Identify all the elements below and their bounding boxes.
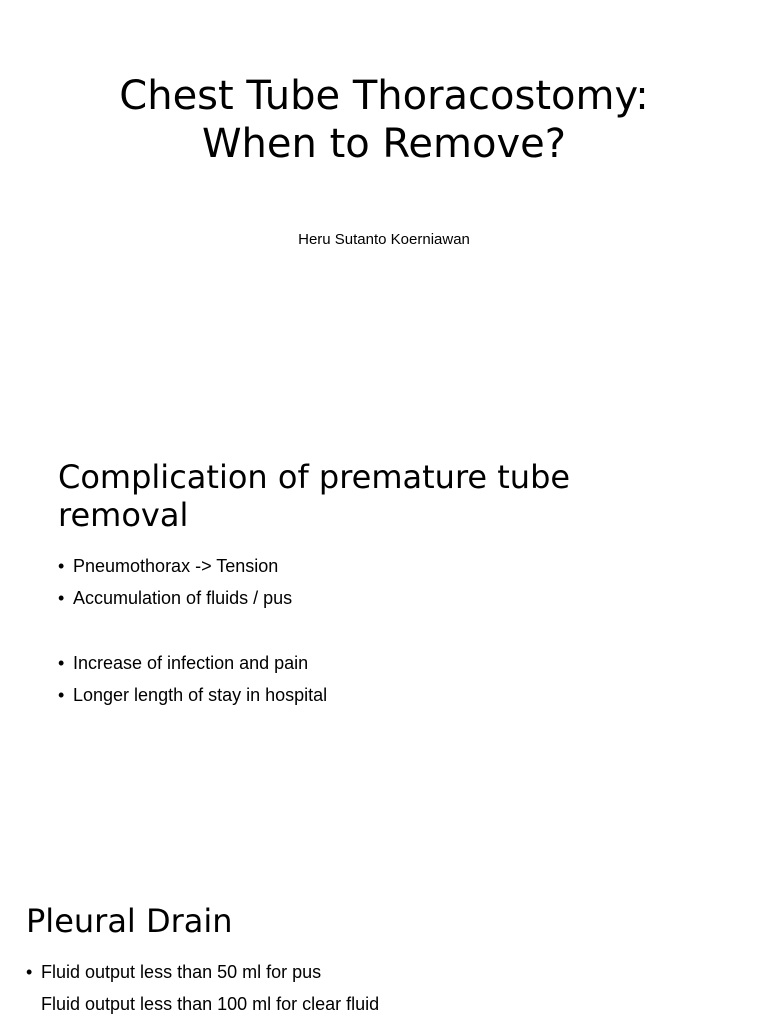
bullet-item [58, 679, 698, 711]
bullet-icon: • [58, 556, 65, 576]
list-spacer [58, 614, 698, 647]
bullet-item-continuation [26, 988, 726, 1020]
bullet-icon: • [58, 588, 65, 608]
slide-title: Chest Tube Thoracostomy: When to Remove? [119, 73, 649, 167]
bullet-item [58, 550, 698, 582]
title-slide [0, 0, 768, 420]
bullet-item [26, 956, 726, 988]
complication-slide [0, 420, 768, 850]
bullet-text: Longer length of stay in hospital [73, 685, 328, 705]
bullet-item [58, 647, 698, 679]
bullet-list [26, 956, 726, 1020]
pleural-drain-slide [0, 850, 768, 1024]
bullet-text: Accumulation of fluids / pus [73, 588, 293, 608]
bullet-item [58, 582, 698, 614]
bullet-icon: • [58, 653, 65, 673]
slide-heading: Complication of premature tube removal [58, 458, 571, 534]
author-name: Heru Sutanto Koerniawan [298, 231, 470, 248]
bullet-icon: • [58, 685, 65, 705]
slide-heading: Pleural Drain [26, 902, 233, 940]
bullet-text: Fluid output less than 50 ml for pus [41, 962, 322, 982]
bullet-text: Pneumothorax -> Tension [73, 556, 279, 576]
bullet-icon: • [26, 962, 33, 982]
bullet-text: Fluid output less than 100 ml for clear fluid [41, 994, 380, 1014]
bullet-text: Increase of infection and pain [73, 653, 309, 673]
bullet-list [58, 550, 698, 711]
